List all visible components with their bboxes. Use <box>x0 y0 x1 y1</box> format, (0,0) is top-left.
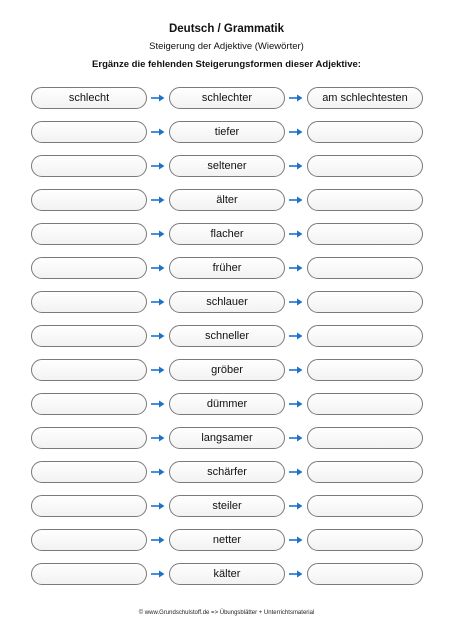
komparativ-field: früher <box>169 257 285 279</box>
arrow-right-icon <box>147 324 169 348</box>
komparativ-field: schlauer <box>169 291 285 313</box>
komparativ-field: flacher <box>169 223 285 245</box>
exercise-row <box>31 562 423 586</box>
positiv-field[interactable] <box>31 529 147 551</box>
superlativ-field[interactable] <box>307 359 423 381</box>
arrow-right-icon <box>147 290 169 314</box>
arrow-right-icon <box>285 460 307 484</box>
komparativ-field: schärfer <box>169 461 285 483</box>
arrow-right-icon <box>147 426 169 450</box>
positiv-field[interactable] <box>31 325 147 347</box>
arrow-right-icon <box>147 460 169 484</box>
exercise-row <box>31 120 423 144</box>
komparativ-field: kälter <box>169 563 285 585</box>
exercise-row <box>31 528 423 552</box>
arrow-right-icon <box>147 528 169 552</box>
arrow-right-icon <box>285 392 307 416</box>
exercise-row <box>31 222 423 246</box>
arrow-right-icon <box>147 188 169 212</box>
exercise-row <box>31 256 423 280</box>
page-title: Deutsch / Grammatik <box>168 23 285 35</box>
superlativ-field[interactable] <box>307 461 423 483</box>
arrow-right-icon <box>285 154 307 178</box>
positiv-field[interactable] <box>31 155 147 177</box>
superlativ-field[interactable] <box>307 393 423 415</box>
exercise-row <box>31 324 423 348</box>
exercise-rows <box>31 86 423 596</box>
superlativ-field[interactable] <box>307 257 423 279</box>
footer-copyright: © www.Grundschulstoff.de => Übungsblätter + Unterrichtsmaterial <box>138 610 315 616</box>
komparativ-field: steiler <box>169 495 285 517</box>
superlativ-field[interactable] <box>307 155 423 177</box>
arrow-right-icon <box>147 562 169 586</box>
positiv-field[interactable] <box>31 461 147 483</box>
positiv-field: schlecht <box>31 87 147 109</box>
arrow-right-icon <box>285 494 307 518</box>
komparativ-field: seltener <box>169 155 285 177</box>
task-instruction: Ergänze die fehlenden Steigerungsformen dieser Adjektive: <box>92 59 361 70</box>
arrow-right-icon <box>147 120 169 144</box>
exercise-row <box>31 460 423 484</box>
superlativ-field[interactable] <box>307 427 423 449</box>
komparativ-field: netter <box>169 529 285 551</box>
arrow-right-icon <box>285 290 307 314</box>
exercise-row <box>31 494 423 518</box>
positiv-field[interactable] <box>31 393 147 415</box>
page-subtitle: Steigerung der Adjektive (Wiewörter) <box>149 41 304 52</box>
komparativ-field: älter <box>169 189 285 211</box>
komparativ-field: dümmer <box>169 393 285 415</box>
exercise-row <box>31 188 423 212</box>
arrow-right-icon <box>285 86 307 110</box>
positiv-field[interactable] <box>31 223 147 245</box>
komparativ-field: langsamer <box>169 427 285 449</box>
superlativ-field[interactable] <box>307 223 423 245</box>
superlativ-field: am schlechtesten <box>307 87 423 109</box>
positiv-field[interactable] <box>31 189 147 211</box>
arrow-right-icon <box>285 256 307 280</box>
superlativ-field[interactable] <box>307 189 423 211</box>
superlativ-field[interactable] <box>307 291 423 313</box>
komparativ-field: tiefer <box>169 121 285 143</box>
exercise-row <box>31 358 423 382</box>
arrow-right-icon <box>285 358 307 382</box>
superlativ-field[interactable] <box>307 563 423 585</box>
arrow-right-icon <box>285 120 307 144</box>
exercise-row <box>31 86 423 110</box>
arrow-right-icon <box>285 562 307 586</box>
arrow-right-icon <box>285 528 307 552</box>
arrow-right-icon <box>285 222 307 246</box>
arrow-right-icon <box>285 188 307 212</box>
positiv-field[interactable] <box>31 359 147 381</box>
arrow-right-icon <box>147 494 169 518</box>
komparativ-field: schneller <box>169 325 285 347</box>
arrow-right-icon <box>147 256 169 280</box>
komparativ-field: schlechter <box>169 87 285 109</box>
positiv-field[interactable] <box>31 257 147 279</box>
superlativ-field[interactable] <box>307 325 423 347</box>
positiv-field[interactable] <box>31 563 147 585</box>
komparativ-field: gröber <box>169 359 285 381</box>
superlativ-field[interactable] <box>307 495 423 517</box>
exercise-row <box>31 154 423 178</box>
arrow-right-icon <box>147 358 169 382</box>
positiv-field[interactable] <box>31 427 147 449</box>
arrow-right-icon <box>285 324 307 348</box>
exercise-row <box>31 426 423 450</box>
exercise-row <box>31 392 423 416</box>
superlativ-field[interactable] <box>307 121 423 143</box>
arrow-right-icon <box>285 426 307 450</box>
arrow-right-icon <box>147 154 169 178</box>
positiv-field[interactable] <box>31 495 147 517</box>
positiv-field[interactable] <box>31 291 147 313</box>
arrow-right-icon <box>147 392 169 416</box>
arrow-right-icon <box>147 222 169 246</box>
positiv-field[interactable] <box>31 121 147 143</box>
exercise-row <box>31 290 423 314</box>
superlativ-field[interactable] <box>307 529 423 551</box>
arrow-right-icon <box>147 86 169 110</box>
